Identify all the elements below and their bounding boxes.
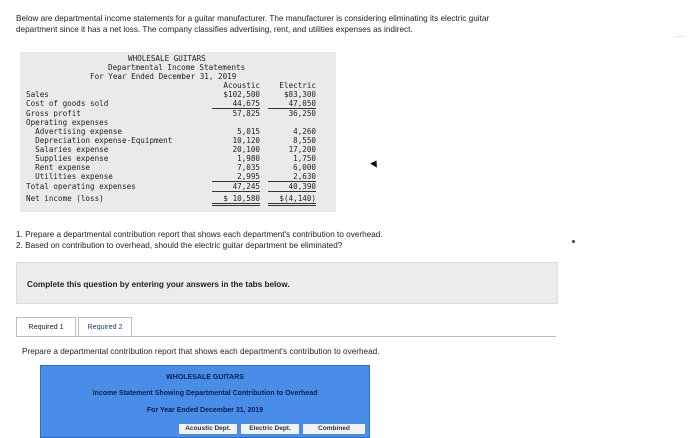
stmt-acoustic-value: $ 10,580 <box>212 194 260 206</box>
stmt-acoustic-value: $102,500 <box>223 90 260 99</box>
stmt-label: Depreciation expense-Equipment <box>26 136 173 145</box>
stmt-label: Operating expenses <box>26 118 109 127</box>
stmt-electric-value: 6,000 <box>293 163 316 172</box>
stmt-electric-value: 40,390 <box>268 182 316 192</box>
stmt-acoustic-value: 2,995 <box>212 172 260 182</box>
stmt-acoustic-value: 44,675 <box>212 99 260 109</box>
stmt-title-3: For Year Ended December 31, 2019 <box>90 72 237 81</box>
cursor-icon <box>370 158 380 167</box>
stmt-label: Net income (loss) <box>26 194 104 203</box>
stmt-acoustic-value: 20,100 <box>232 145 260 154</box>
stmt-electric-value: 17,200 <box>288 145 316 154</box>
instruction-panel <box>16 262 558 304</box>
stmt-acoustic-value: 47,245 <box>212 182 260 192</box>
answer-title-2: Income Statement Showing Departmental Contribution to Overhead <box>92 390 318 397</box>
col-electric-dept: Electric Dept. <box>241 424 299 434</box>
tab-required-1[interactable]: Required 1 <box>16 317 76 336</box>
question-2: 2. Based on contribution to overhead, should the electric guitar department be eliminated? <box>16 240 343 250</box>
stmt-acoustic-value: 10,120 <box>232 136 260 145</box>
stmt-col-acoustic: Acoustic <box>223 81 260 90</box>
corner-mark-icon: ⌒ <box>676 36 684 45</box>
stmt-title-1: WHOLESALE GUITARS <box>128 54 206 63</box>
stmt-electric-value: 36,250 <box>288 109 316 118</box>
panel-title: Complete this question by entering your answers in the tabs below. <box>27 280 290 289</box>
stmt-acoustic-value: 57,825 <box>232 109 260 118</box>
stmt-label: Cost of goods sold <box>26 99 109 108</box>
answer-header-block <box>40 365 370 438</box>
problem-intro <box>16 14 656 35</box>
stmt-electric-value: $83,300 <box>283 90 316 99</box>
stmt-electric-value: 1,750 <box>293 154 316 163</box>
questions <box>16 230 383 251</box>
question-1: 1. Prepare a departmental contribution report that shows each department's contribution to overhead. <box>16 230 383 239</box>
dot-mark-icon <box>572 240 575 243</box>
answer-title-3: For Year Ended December 31, 2019 <box>146 407 264 414</box>
stmt-electric-value: 8,550 <box>293 136 316 145</box>
stmt-label: Salaries expense <box>26 145 109 154</box>
tab-required-2[interactable]: Required 2 <box>78 317 132 336</box>
income-statement-image <box>20 52 336 212</box>
stmt-acoustic-value: 1,980 <box>237 154 260 163</box>
stmt-label: Sales <box>26 90 49 99</box>
required-1-prompt: Prepare a departmental contribution report that shows each department's contribution to overhead. <box>22 347 380 356</box>
stmt-acoustic-value: 7,035 <box>237 163 260 172</box>
col-acoustic-dept: Acoustic Dept. <box>179 424 237 434</box>
intro-line-1: Below are departmental income statements for a guitar manufacturer. The manufacturer is considering eliminating its electric guitar <box>16 14 490 23</box>
stmt-electric-value: 4,260 <box>293 127 316 136</box>
stmt-acoustic-value: 5,015 <box>237 127 260 136</box>
answer-title-1: WHOLESALE GUITARS <box>166 374 244 381</box>
stmt-label: Rent expense <box>26 163 91 172</box>
stmt-label: Advertising expense <box>26 127 123 136</box>
stmt-col-electric: Electric <box>279 81 316 90</box>
col-combined: Combined <box>303 424 365 434</box>
tab-divider <box>16 336 556 337</box>
intro-line-2: department since it has a net loss. The company classifies advertising, rent, and utilities expenses as indirect. <box>16 24 413 34</box>
stmt-label: Total operating expenses <box>26 182 136 191</box>
stmt-title-2: Departmental Income Statements <box>108 63 246 72</box>
stmt-electric-value: 47,050 <box>268 99 316 109</box>
stmt-label: Utilities expense <box>26 172 113 181</box>
stmt-label: Supplies expense <box>26 154 109 163</box>
stmt-electric-value: 2,630 <box>268 172 316 182</box>
stmt-label: Gross profit <box>26 109 81 118</box>
stmt-electric-value: $(4,140) <box>268 194 316 206</box>
